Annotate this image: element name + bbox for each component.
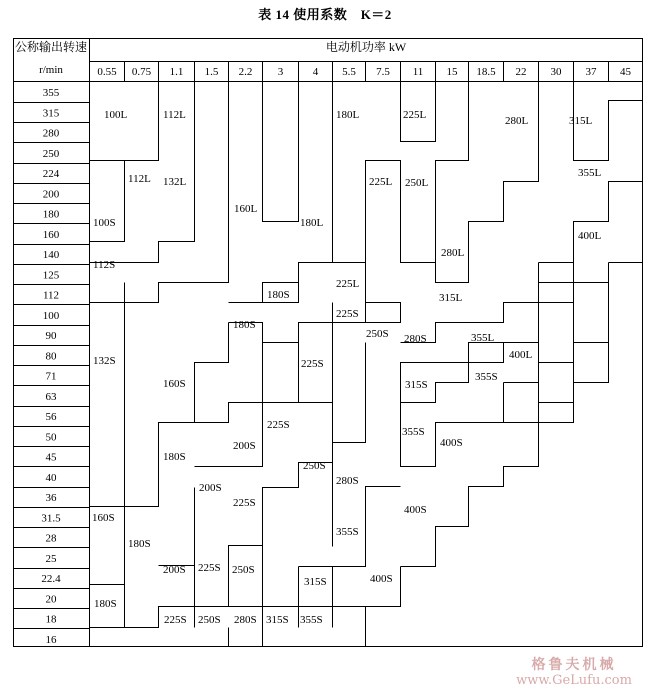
table-frame [14, 39, 643, 647]
watermark [504, 657, 644, 688]
size-label: 160S [92, 512, 115, 524]
speed-row-label: 18 [45, 613, 57, 626]
size-label: 200S [233, 440, 256, 452]
power-col-label: 2.2 [238, 66, 253, 78]
speed-row-label: 90 [45, 330, 57, 342]
speed-row-label: 36 [45, 492, 57, 504]
size-label: 400S [370, 573, 393, 585]
power-col-label: 7.5 [376, 66, 390, 78]
size-label: 315S [304, 576, 327, 588]
speed-row-label: 28 [45, 532, 57, 545]
size-label: 355L [578, 167, 602, 179]
size-label: 355S [402, 426, 425, 438]
size-label: 225S [336, 308, 359, 320]
size-label: 225S [164, 614, 187, 626]
size-label: 160S [163, 378, 186, 390]
speed-row-label: 22.4 [41, 573, 61, 585]
size-label: 355L [471, 332, 495, 344]
size-label: 400L [578, 230, 602, 242]
power-col-label: 0.75 [131, 66, 152, 78]
speed-row-label: 25 [45, 552, 57, 565]
speed-row-labels [41, 87, 61, 646]
size-label: 250S [303, 460, 326, 472]
size-label: 355S [336, 526, 359, 538]
size-label: 180S [233, 319, 256, 331]
size-label: 112S [93, 259, 116, 271]
size-label: 200S [163, 564, 186, 576]
size-label: 225S [301, 358, 324, 370]
size-label: 355S [475, 371, 498, 383]
speed-row-label: 112 [42, 289, 60, 302]
size-label: 112L [128, 173, 151, 185]
speed-row-label: 100 [42, 309, 60, 322]
size-label: 400L [509, 349, 533, 361]
power-col-label: 5.5 [342, 66, 356, 78]
size-label: 100S [93, 217, 116, 229]
size-label: 280S [336, 475, 359, 487]
size-label: 180L [300, 217, 324, 229]
size-label: 132S [93, 355, 116, 367]
size-label: 280L [441, 247, 465, 259]
size-label: 315S [266, 614, 289, 626]
speed-row-label: 224 [42, 168, 60, 180]
speed-row-label: 315 [42, 107, 60, 120]
size-label: 315S [405, 379, 428, 391]
power-col-label: 18.5 [476, 66, 496, 78]
size-label: 225L [403, 109, 427, 121]
size-label: 400S [404, 504, 427, 516]
size-label: 132L [163, 176, 187, 188]
power-col-label: 1.5 [204, 66, 219, 78]
size-region-boundaries [90, 82, 643, 647]
speed-row-label: 280 [42, 127, 60, 140]
size-label: 315L [569, 115, 593, 127]
speed-row-label: 20 [45, 593, 57, 606]
size-label: 180L [336, 109, 360, 121]
table-title: 表 14 使用系数 K＝2 [258, 7, 392, 22]
size-label: 100L [104, 109, 128, 121]
size-label: 225S [198, 562, 221, 574]
size-label: 280L [505, 115, 529, 127]
power-col-label: 4 [312, 66, 319, 78]
size-label: 180S [163, 451, 186, 463]
size-label: 160L [234, 203, 258, 215]
size-label: 180S [94, 598, 117, 610]
speed-row-label: 200 [42, 188, 60, 201]
size-label: 200S [199, 482, 222, 494]
size-label: 280S [404, 333, 427, 345]
power-col-label: 37 [585, 66, 597, 78]
size-label: 250S [366, 328, 389, 340]
speed-row-label: 56 [45, 411, 57, 423]
size-label: 280S [234, 614, 257, 626]
size-label: 225L [369, 176, 393, 188]
size-label: 250S [198, 614, 221, 626]
watermark-url: www.GeLufu.com [516, 673, 632, 688]
speed-row-label: 45 [45, 451, 57, 464]
speed-row-label: 63 [45, 390, 57, 403]
speed-row-label: 71 [45, 370, 57, 383]
size-label: 250S [232, 564, 255, 576]
size-label: 225S [267, 419, 290, 431]
speed-row-label: 180 [42, 208, 60, 221]
power-col-label: 1.1 [169, 66, 184, 78]
speed-row-label: 16 [45, 633, 57, 646]
power-col-label: 0.55 [97, 66, 117, 78]
speed-row-label: 50 [45, 431, 57, 444]
speed-row-label: 80 [45, 350, 57, 363]
watermark-cn: 格鲁夫机械 [531, 657, 617, 673]
size-label: 400S [440, 437, 463, 449]
size-label: 180S [128, 538, 151, 550]
size-label: 355S [300, 614, 323, 626]
size-label-layer [92, 109, 602, 626]
power-col-label: 11 [412, 66, 424, 78]
power-col-label: 30 [550, 66, 562, 78]
size-label: 180S [267, 289, 290, 301]
speed-row-label: 160 [42, 228, 60, 241]
speed-row-label: 250 [42, 147, 60, 160]
power-column-labels [97, 66, 631, 78]
power-col-label: 3 [277, 66, 284, 78]
speed-row-label: 140 [42, 249, 60, 261]
speed-row-label: 125 [42, 269, 60, 282]
power-col-label: 45 [620, 66, 631, 78]
size-label: 250L [405, 177, 429, 189]
power-col-label: 15 [446, 66, 458, 78]
speed-header-label: 公称输出转速 [14, 40, 88, 54]
size-label: 315L [439, 292, 463, 304]
speed-row-label: 40 [45, 471, 57, 484]
speed-row-label: 31.5 [41, 512, 61, 525]
speed-row-label: 355 [42, 87, 60, 99]
speed-unit-label: r/min [39, 64, 63, 76]
power-header-label: 电动机功率 kW [325, 40, 407, 54]
power-column-dividers [125, 62, 609, 82]
speed-row-rules [14, 103, 90, 629]
size-label: 112L [163, 109, 186, 121]
power-col-label: 22 [515, 66, 527, 78]
size-label: 225S [233, 497, 256, 509]
size-label: 225L [336, 278, 360, 290]
